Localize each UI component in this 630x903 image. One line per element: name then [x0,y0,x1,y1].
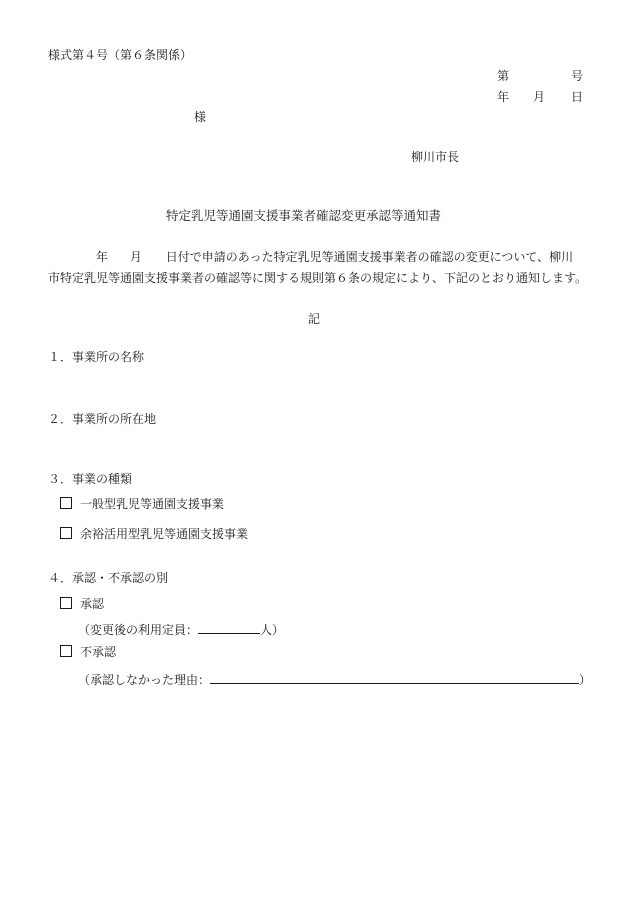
section-1-facility-name: １．事業所の名称 [48,350,145,364]
reason-label: （承認しなかった理由： [78,673,211,687]
checkbox[interactable] [60,597,72,609]
body-line-1 [96,250,573,264]
date-day: 日 [571,90,584,104]
option-label: 承認 [80,597,105,611]
capacity-unit: 人） [260,623,285,637]
body-month: 月 [129,250,142,264]
option-label: 一般型乳児等通園支援事業 [80,497,225,511]
date-month: 月 [533,90,546,104]
reason-blank[interactable] [210,670,579,684]
no-prefix: 第 [497,69,510,83]
option-approval[interactable] [60,597,104,611]
no-suffix: 号 [571,69,584,83]
ki-heading: 記 [308,312,321,326]
option-disapproval[interactable] [60,645,116,659]
document-number-label [497,69,509,83]
date-year: 年 [497,90,510,104]
body-line1-rest: 日付で申請のあった特定乳児等通園支援事業者の確認の変更について、柳川 [165,250,574,264]
issuer: 柳川市長 [411,150,460,164]
section-3-business-type: ３．事業の種類 [48,472,133,486]
checkbox[interactable] [60,645,72,657]
section-2-facility-address: ２．事業所の所在地 [48,412,157,426]
disapproval-reason-note [78,670,591,687]
checkbox[interactable] [60,497,72,509]
option-label: 余裕活用型乳児等通園支援事業 [80,527,249,541]
reason-close: ） [579,673,592,687]
form-number: 様式第４号（第６条関係） [48,48,193,62]
section-4-approval-status: ４．承認・不承認の別 [48,571,169,585]
body-year: 年 [96,250,109,264]
body-line-2: 市特定乳児等通園支援事業者の確認等に関する規則第６条の規定により、下記のとおり通知します。 [48,271,588,285]
capacity-blank[interactable] [198,620,260,634]
document-title: 特定乳児等通園支援事業者確認変更承認等通知書 [166,208,442,223]
option-general-type[interactable] [60,497,224,511]
approval-capacity-note [78,620,284,637]
option-surplus-type[interactable] [60,527,248,541]
option-label: 不承認 [80,645,117,659]
checkbox[interactable] [60,527,72,539]
addressee-suffix: 様 [194,110,207,124]
capacity-label: （変更後の利用定員： [78,623,199,637]
